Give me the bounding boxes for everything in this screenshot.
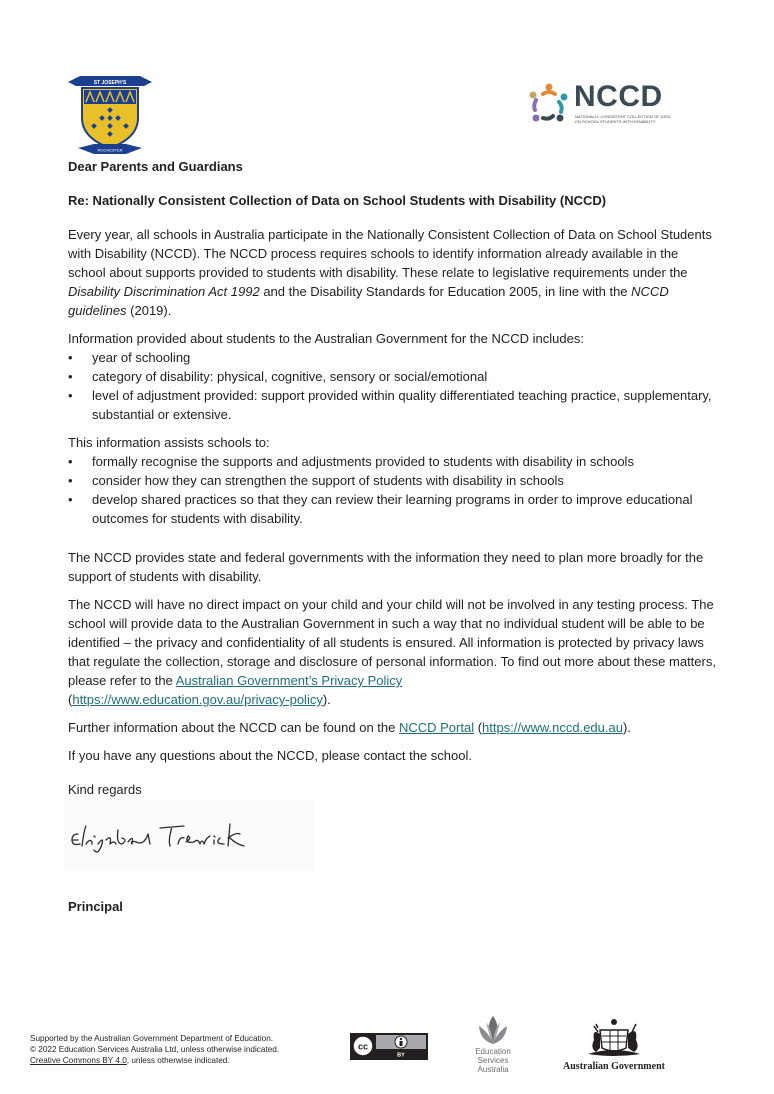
nccd-tagline: NATIONALLY CONSISTENT COLLECTION OF DATA ON SCHOOL STUDENTS WITH DISABILITY xyxy=(575,114,671,124)
footer-license-rest: , unless otherwise indicated. xyxy=(126,1056,230,1065)
further-info-paragraph xyxy=(68,718,718,737)
crest-banner-top: ST JOSEPH'S xyxy=(93,80,127,86)
privacy-text: The NCCD will have no direct impact on your child and your child will not be involved in any testing process. The school will provide data to the Australian Government in such a way that no individual student will be able to be identified – the privacy and confidentiality of all students is ensured. All information is protected by privacy laws that regulate the collection, storage and disclosure of personal information. To find out more about these matters, please refer to the xyxy=(68,597,716,688)
nccd-people-circle-icon xyxy=(527,82,571,126)
esa-flower-icon xyxy=(470,1014,516,1046)
intro-act-title: Disability Discrimination Act 1992 xyxy=(68,284,260,299)
list-item: • develop shared practices so that they can review their learning programs in order to improve educational outcomes for students with disability. xyxy=(68,490,718,528)
letter-subject: Re: Nationally Consistent Collection of Data on School Students with Disability (NCCD) xyxy=(68,193,607,208)
school-crest-logo xyxy=(64,72,156,158)
governments-paragraph: The NCCD provides state and federal governments with the information they need to plan more broadly for the support of students with disability. xyxy=(68,550,704,584)
privacy-paren-close: ). xyxy=(322,692,331,707)
privacy-paren-open: ( xyxy=(68,692,73,707)
intro-text-3: (2019). xyxy=(126,303,172,318)
esa-line: Education xyxy=(475,1047,511,1056)
letter-body xyxy=(68,157,718,799)
salutation: Dear Parents and Guardians xyxy=(68,159,243,174)
further-info-text: Further information about the NCCD can be found on the xyxy=(68,720,399,735)
esa-text xyxy=(470,1047,516,1074)
intro-paragraph xyxy=(68,225,718,320)
intro-text-2: and the Disability Standards for Education 2005, in line with the xyxy=(259,284,632,299)
school-crest-icon xyxy=(64,72,156,158)
creative-commons-link[interactable]: Creative Commons BY 4.0 xyxy=(30,1056,127,1065)
assist-list-intro: This information assists schools to: xyxy=(68,435,270,450)
footer-line-copyright: © 2022 Education Services Australia Ltd, unless otherwise indicated. xyxy=(30,1045,280,1054)
privacy-policy-link[interactable]: Australian Government’s Privacy Policy xyxy=(175,673,403,688)
closing: Kind regards xyxy=(68,782,142,797)
footer-text xyxy=(30,1033,330,1066)
cc-by-badge xyxy=(350,1033,428,1060)
list-item: • formally recognise the supports and adjustments provided to students with disability in schools xyxy=(68,452,718,471)
info-list-intro: Information provided about students to the Australian Government for the NCCD includes: xyxy=(68,331,584,346)
nccd-wordmark: NCCD xyxy=(574,80,663,113)
list-item: • year of schooling xyxy=(68,348,718,367)
privacy-paragraph xyxy=(68,595,718,709)
crest-banner-bottom: ROCHESTER xyxy=(97,147,123,153)
australian-government-logo xyxy=(556,1018,672,1074)
footer-line-license xyxy=(30,1055,330,1066)
privacy-policy-url-link[interactable]: https://www.education.gov.au/privacy-policy xyxy=(72,692,323,707)
nccd-portal-url-link[interactable]: https://www.nccd.edu.au xyxy=(482,720,623,735)
list-item: • level of adjustment provided: support provided within quality differentiated teaching practice, supplementary, substantial or extensive. xyxy=(68,386,718,424)
signatory-title: Principal xyxy=(68,899,123,914)
questions-paragraph: If you have any questions about the NCCD, please contact the school. xyxy=(68,748,472,763)
esa-line: Services xyxy=(477,1056,509,1065)
list-item: • consider how they can strengthen the support of students with disability in schools xyxy=(68,471,718,490)
cc-badge-label: BY xyxy=(397,1052,405,1059)
further-paren-open: ( xyxy=(474,720,483,735)
esa-line: Australia xyxy=(477,1065,509,1074)
intro-guidelines-title: NCCD guidelines xyxy=(68,284,669,318)
signature xyxy=(64,800,314,870)
svg-text:cc: cc xyxy=(357,1041,369,1052)
intro-text-1: Every year, all schools in Australia participate in the Nationally Consistent Collection of Data on School Students with Disability (NCCD). The NCCD process requires schools to identify information already available in the school about supports provided to students with disability. These relate to legislative requirements under the xyxy=(68,227,712,280)
further-paren-close: ). xyxy=(622,720,631,735)
nccd-logo xyxy=(527,82,673,128)
australian-government-text: Australian Government xyxy=(563,1061,665,1072)
creative-commons-by-icon xyxy=(350,1033,428,1060)
education-services-australia-logo xyxy=(470,1014,516,1076)
list-item: • category of disability: physical, cognitive, sensory or social/emotional xyxy=(68,367,718,386)
nccd-portal-link[interactable]: NCCD Portal xyxy=(398,720,475,735)
info-list xyxy=(68,348,718,424)
handwritten-signature-icon xyxy=(64,800,314,870)
footer-line-support: Supported by the Australian Government Department of Education. xyxy=(30,1034,274,1043)
assist-list xyxy=(68,452,718,528)
coat-of-arms-icon xyxy=(556,1018,672,1060)
